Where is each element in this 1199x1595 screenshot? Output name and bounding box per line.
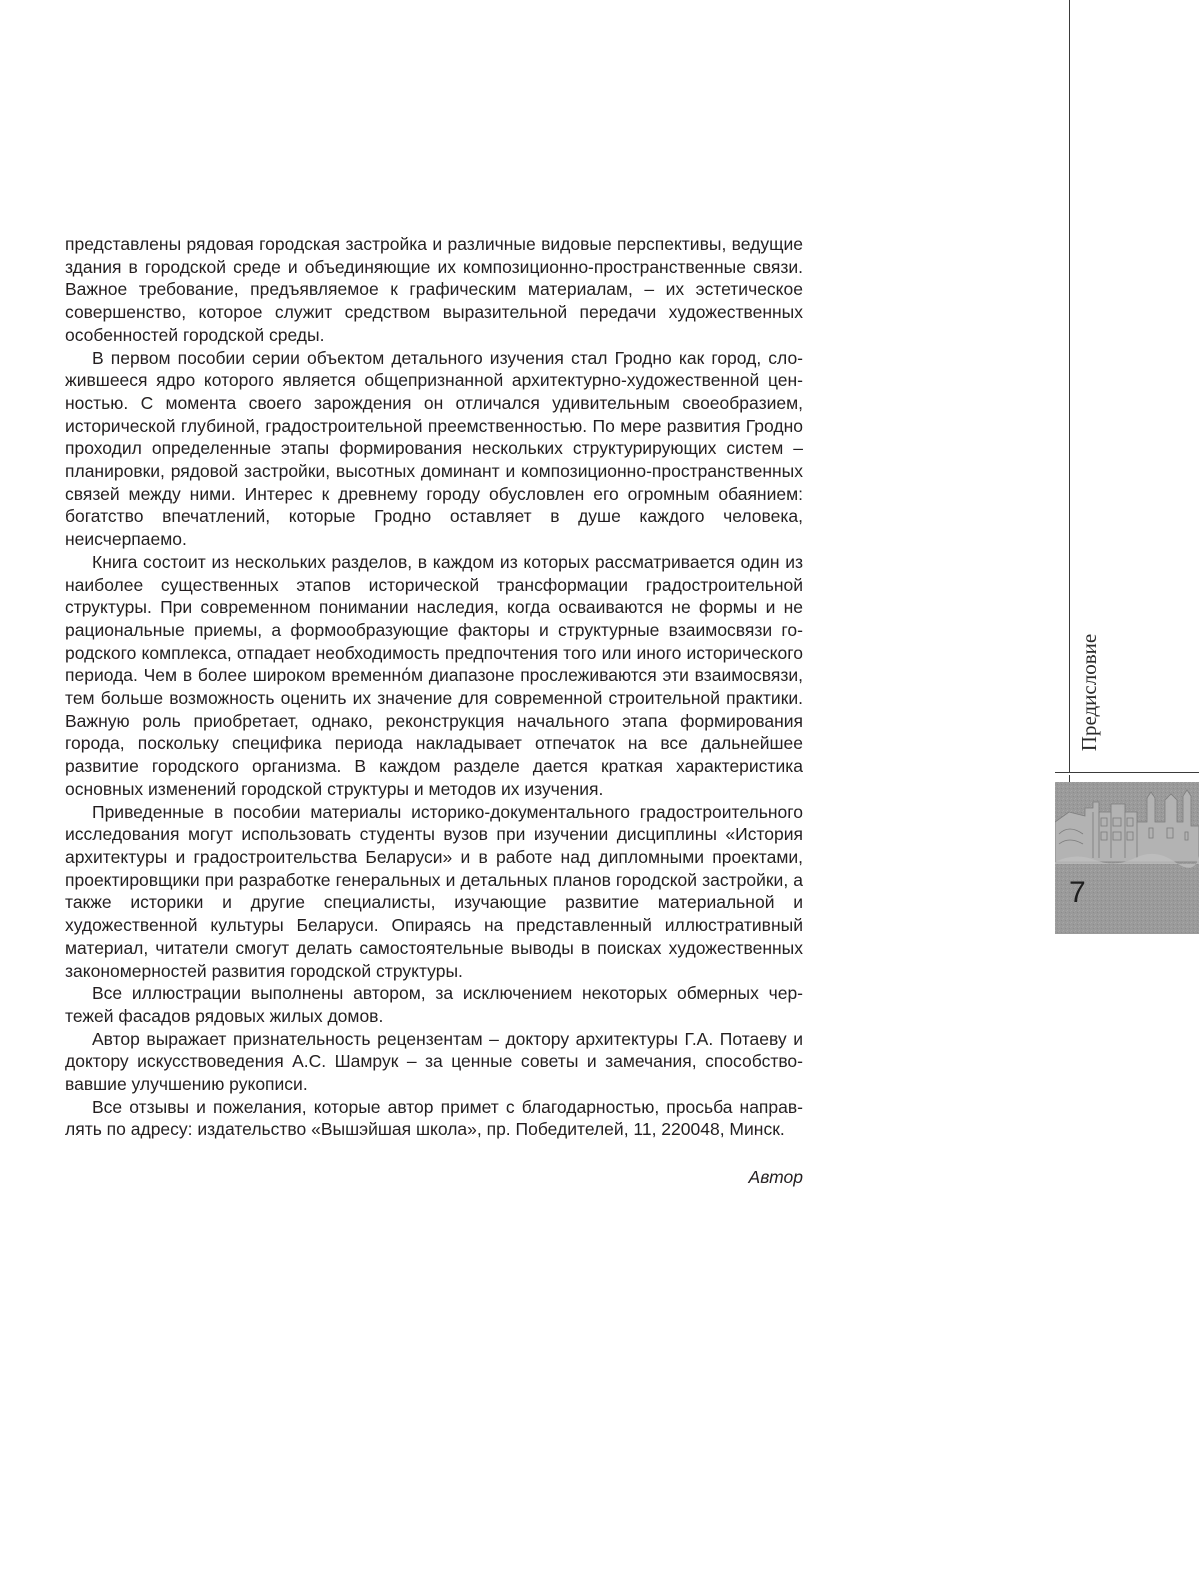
- paragraph-1: представлены рядовая городская застройка и различные видовые перспективы, ведущие здания в городской среде и объединяющие их композиционно-пространственные связи. Важное требование, предъявляемое к графическим материалам, – их эстетическое совершенство, которое служит средством выразительной передачи художественных особенностей городской среды.: [65, 234, 803, 345]
- preface-body: [65, 233, 803, 1189]
- paragraph-3: Книга состоит из нескольких разделов, в каждом из которых рассматривается один из наиболее существенных этапов исторической трансформации градостроительной структуры. При современном понимании наследия, когда осваиваются не формы и не рациональные приемы, а формообразующие факторы и структурные взаимосвязи городского комплекса, отпадает необходимость предпочтения того или иного исторического периода. Чем в более широком временнόм диапазоне прослеживаются эти взаимосвязи, тем больше возможность оценить их значение для современной строительной практики. Важную роль приобретает, однако, реконструкция начального этапа формирования города, поскольку специфика периода накладывает отпечаток на все дальнейшее развитие городского организма. В каждом разделе дается краткая характеристика основных изменений городской структуры и методов их изучения.: [65, 551, 803, 799]
- author-signature: Автор: [748, 1167, 803, 1188]
- running-section-title: [1070, 622, 1110, 762]
- section-title-text: Предисловие: [1077, 633, 1102, 751]
- paragraph-6: Автор выражает признательность рецензентам – доктору архитектуры Г.А. Потаеву и доктору искусствоведения А.С. Шамрук – за ценные советы и замечания, способствовавшие улучшению рукописи.: [65, 1028, 803, 1095]
- page-number-tab: [1055, 782, 1199, 934]
- paragraph-4: Приведенные в пособии материалы историко-документального градостроительного исследования могут использовать студенты вузов при изучении дисциплины «История архитектуры и градостроительства Беларуси» и в работе над дипломными проектами, проектировщики при разработке генеральных и детальных планов городской застройки, а также историки и другие специалисты, изучающие развитие материальной и художественной культуры Беларуси. Опираясь на представленный иллюстративный материал, читатели смогут делать самостоятельные выводы в поисках художественных закономерностей развития городской структуры.: [65, 801, 803, 981]
- paragraph-5: Все иллюстрации выполнены автором, за исключением некоторых обмерных чертежей фасадов рядовых жилых домов.: [65, 983, 803, 1026]
- city-skyline-emblem-icon: [1055, 782, 1199, 934]
- paragraph-2: В первом пособии серии объектом детального изучения стал Гродно как город, сложившееся ядро которого является общепризнанной архитектурно-художественной ценностью. С момента своего зарождения он отличался удивительным своеобразием, исторической глубиной, градостроительной преемственностью. По мере развития Гродно проходил определенные этапы формирования нескольких структурирующих систем – планировки, рядовой застройки, высотных доминант и композиционно-пространственных связей между ними. Интерес к древнему городу обусловлен его огромным обаянием: богатство впечатлений, которые Гродно оставляет в душе каждого человека, неисчерпаемо.: [65, 347, 803, 550]
- page-number: 7: [1069, 876, 1086, 909]
- paragraph-7: Все отзывы и пожелания, которые автор примет с благодарностью, просьба направлять по адресу: издательство «Вышэйшая школа», пр. Победителей, 11, 220048, Минск.: [65, 1096, 803, 1140]
- margin-horizontal-rule: [1055, 772, 1199, 773]
